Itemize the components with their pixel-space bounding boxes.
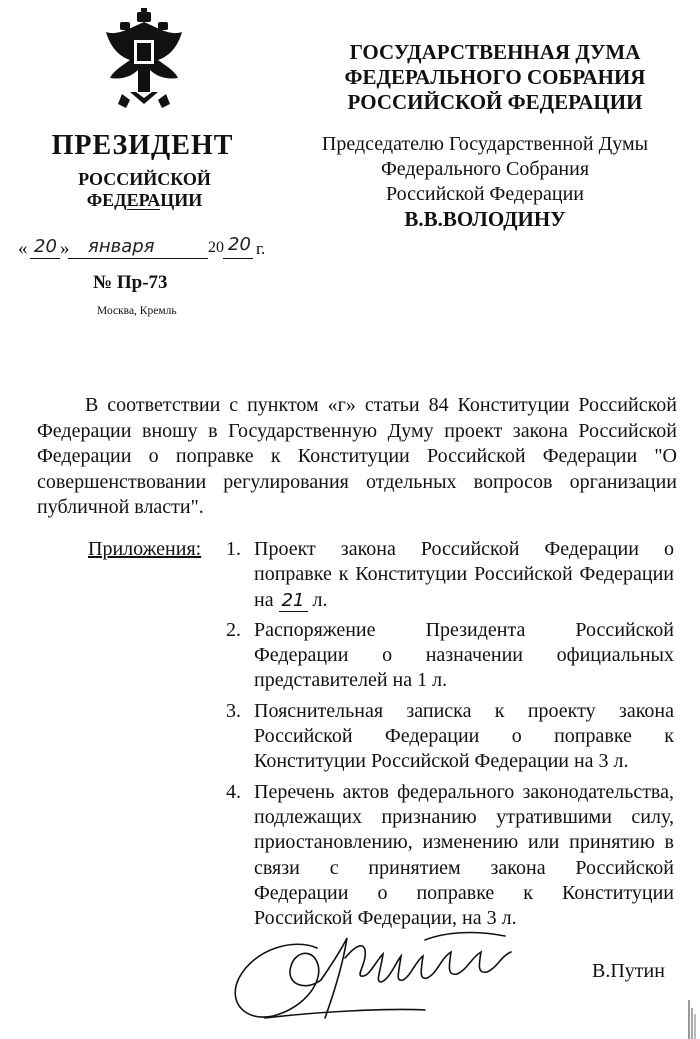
president-title: ПРЕЗИДЕНТ — [51, 130, 234, 161]
recipient-name: В.В.ВОЛОДИНУ — [404, 207, 566, 231]
date-open-quote: « — [18, 238, 28, 259]
recipient-title — [300, 132, 670, 207]
divider — [127, 209, 160, 210]
appendix-number: 2. — [226, 618, 241, 641]
appendix-suffix: л. — [312, 588, 328, 611]
date-year-prefix: 20 — [208, 239, 224, 256]
appendix-item — [226, 699, 674, 775]
body-paragraph: В соответствии с пунктом «г» статьи 84 Конституции Российской Федерации вношу в Государственную Думу проект закона Российской Федерации о поправке к Конституции Российской Федерации "О совершенствовании регулирования отдельных вопросов организации публичной власти". — [37, 394, 677, 518]
scan-edge-marks — [686, 1000, 696, 1039]
emblem-icon — [100, 8, 188, 113]
appendix-number: 4. — [226, 780, 241, 803]
appendix-pages: 21 — [279, 590, 308, 612]
date-year-suffix: 20 — [228, 234, 251, 255]
date-line — [18, 236, 278, 262]
appendix-text: Проект закона Российской Федерации о поправке к Конституции Российской Федерации на — [254, 538, 674, 611]
signer-name: В.Путин — [592, 960, 665, 982]
date-year-abbrev: г. — [256, 239, 266, 258]
recipient-body-line: ФЕДЕРАЛЬНОГО СОБРАНИЯ — [344, 65, 646, 89]
recipient-body-line: РОССИЙСКОЙ ФЕДЕРАЦИИ — [347, 90, 643, 114]
date-month: января — [88, 236, 155, 257]
recipient-body-line: ГОСУДАРСТВЕННАЯ ДУМА — [349, 40, 641, 64]
appendices-label: Приложения: — [88, 538, 202, 560]
date-day: 20 — [34, 236, 57, 257]
appendix-text: Перечень актов федерального законодательства, подлежащих признанию утратившими силу, приостановлению, изменению или принятию в связи с принятием закона Российской Федерации о поправке к Конституции Российской Федерации, на 3 л. — [254, 780, 674, 930]
recipient-body — [330, 40, 660, 115]
appendices-list — [226, 537, 674, 936]
appendix-text: Пояснительная записка к проекту закона Российской Федерации о поправке к Конституции Российской Федерации на 3 л. — [254, 699, 674, 773]
date-close-quote: » — [60, 238, 70, 259]
recipient-title-line: Председателю Государственной Думы — [321, 133, 649, 155]
appendix-item — [226, 780, 674, 932]
signature-icon — [225, 918, 570, 1028]
appendix-item — [226, 618, 674, 694]
recipient-title-line: Российской Федерации — [385, 183, 585, 205]
recipient-title-line: Федерального Собрания — [380, 158, 590, 180]
document-number: № Пр-73 — [93, 272, 168, 293]
appendix-item — [226, 537, 674, 613]
appendix-number: 1. — [226, 538, 241, 560]
president-subtitle: РОССИЙСКОЙ ФЕДЕРАЦИИ — [78, 169, 211, 210]
document-place: Москва, Кремль — [97, 305, 177, 317]
appendix-text: Распоряжение Президента Российской Федерации о назначении официальных представителей на 1 л. — [254, 618, 674, 692]
appendix-number: 3. — [226, 699, 241, 722]
